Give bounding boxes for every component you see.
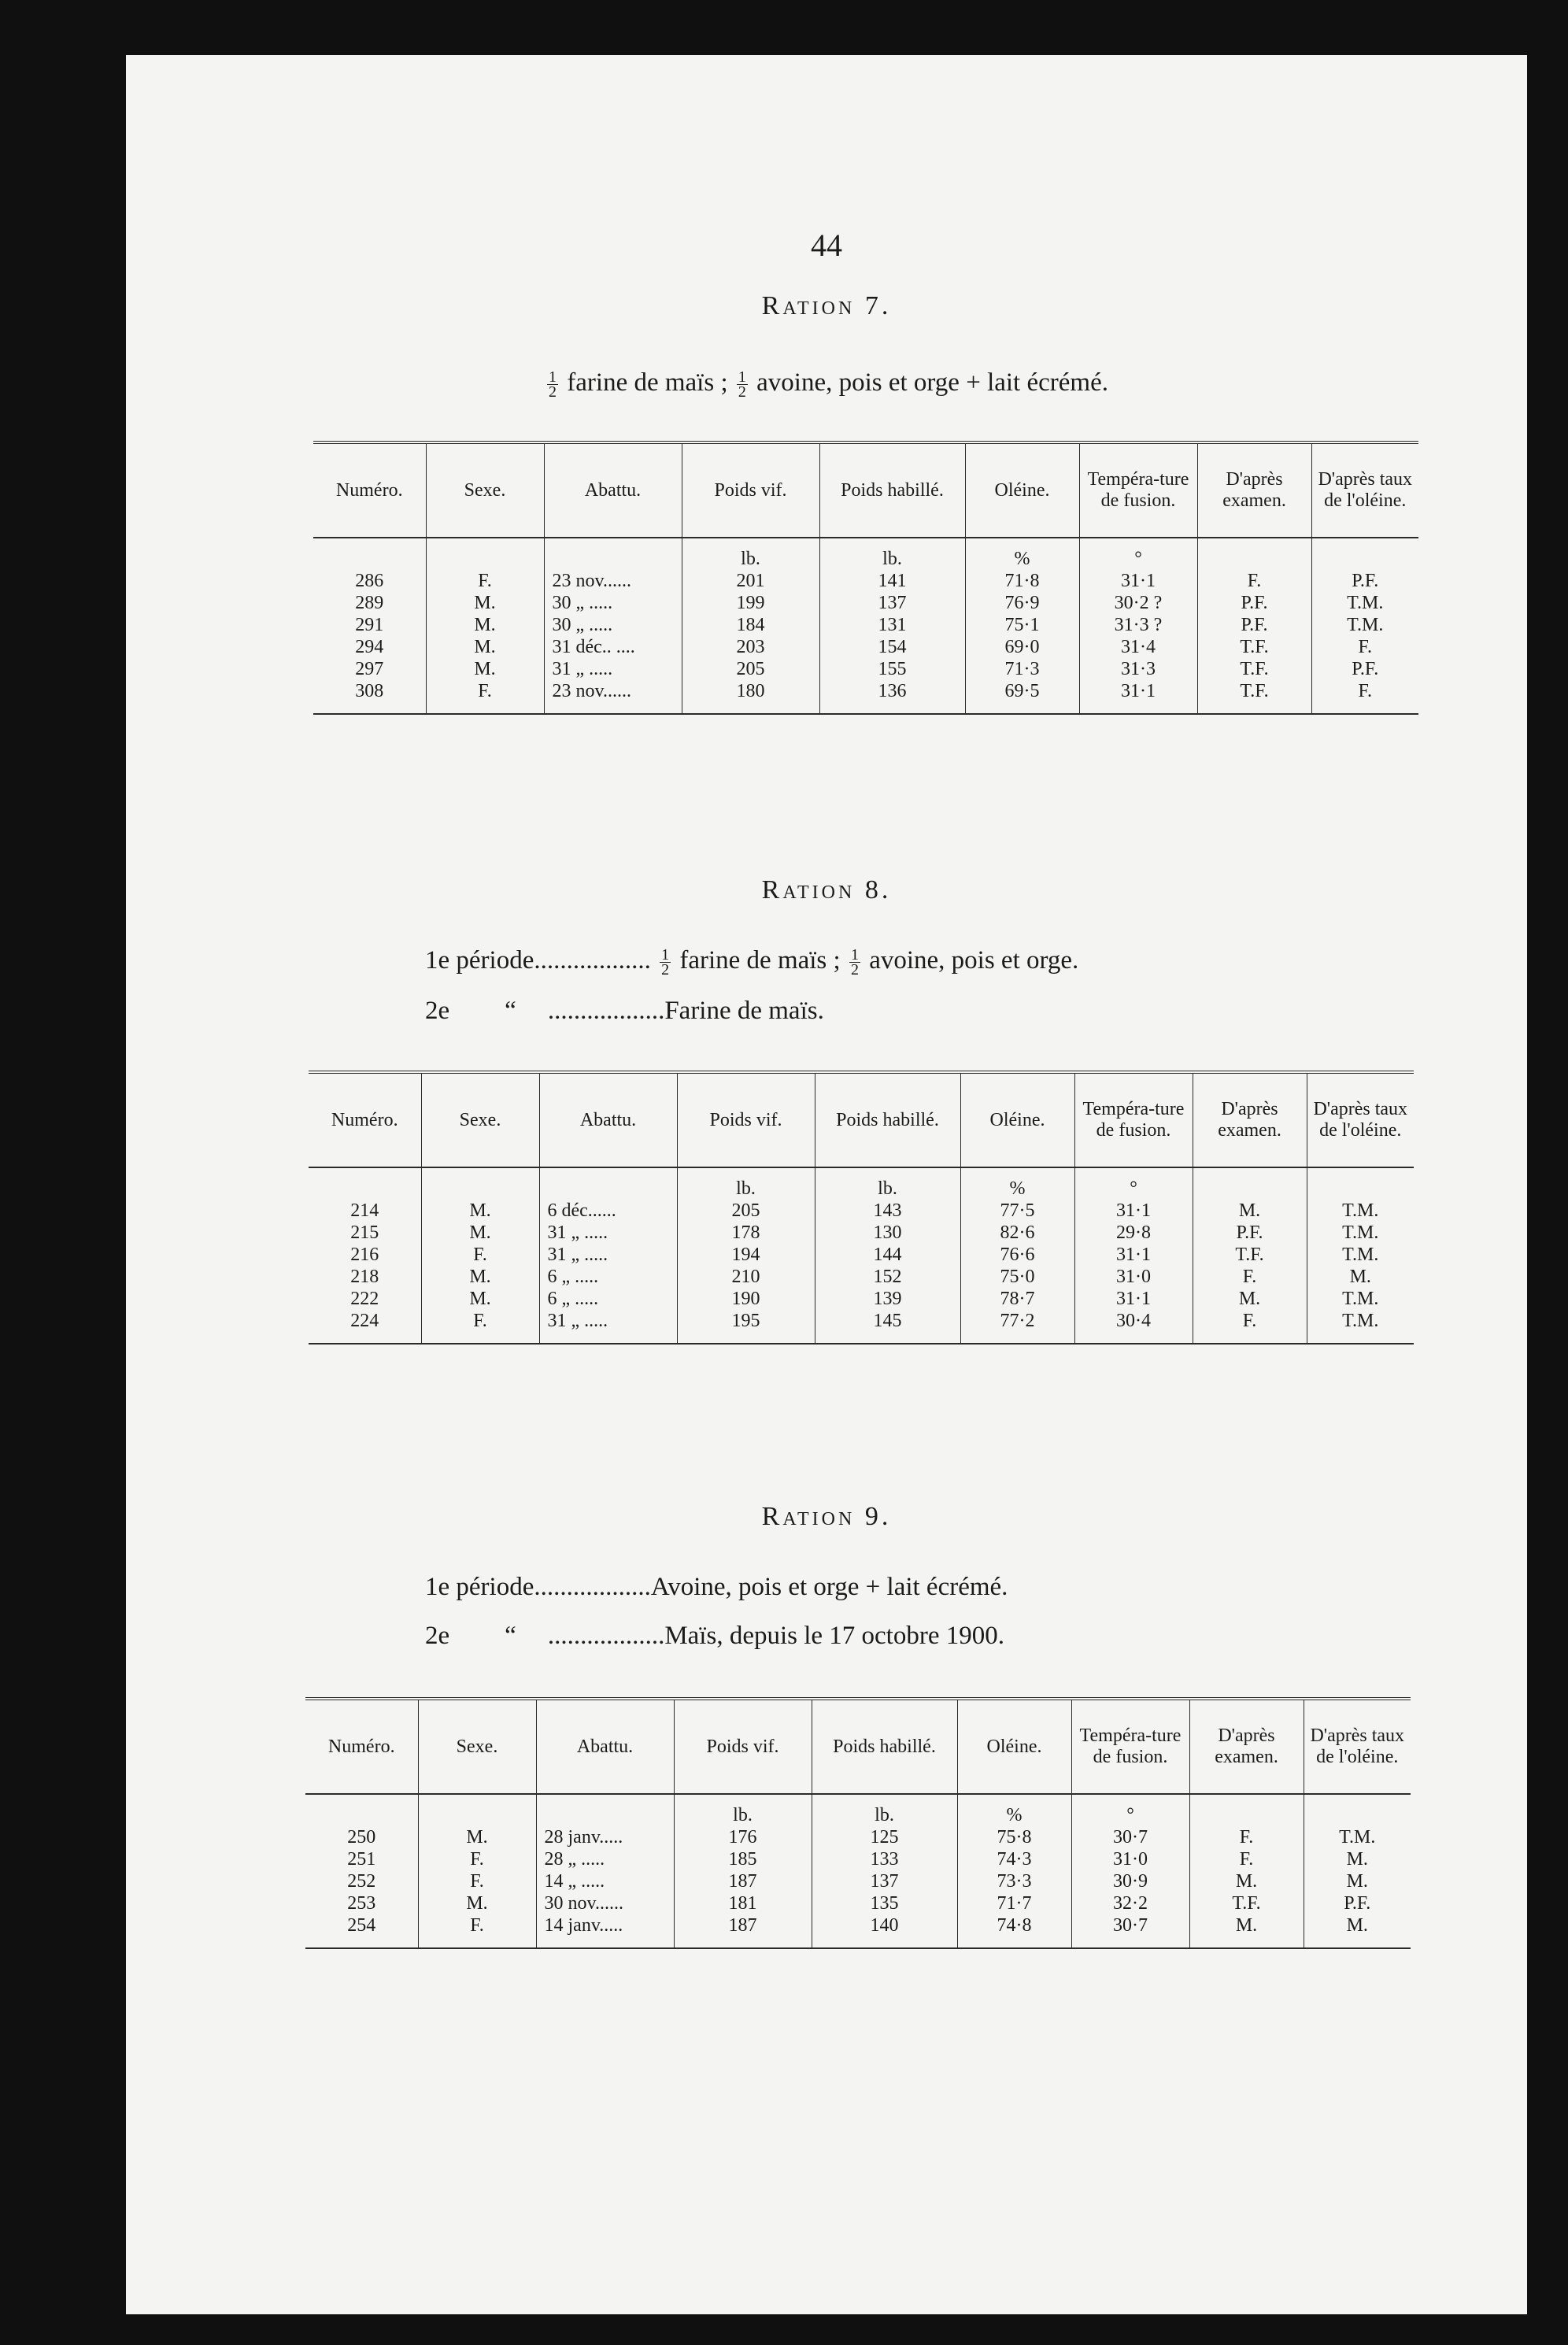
ration-7-table <box>313 441 1418 715</box>
header-examen: D'après examen. <box>1189 1699 1304 1794</box>
leader-dots: .................. <box>534 946 651 975</box>
caption-text-post: avoine, pois et orge + lait écrémé. <box>756 368 1108 397</box>
table-units-row: lb. lb. % ° <box>313 538 1418 570</box>
period-label: 2e <box>425 1622 450 1650</box>
header-numero: Numéro. <box>305 1699 418 1794</box>
fraction-half: $\frac{1}{2}$ <box>738 368 746 401</box>
header-examen: D'après examen. <box>1193 1072 1307 1167</box>
header-numero: Numéro. <box>309 1072 421 1167</box>
header-poids-habille: Poids habillé. <box>815 1072 960 1167</box>
table-row: 252 F. 14 „ ..... 187 137 73·3 30·9 M. M. <box>305 1870 1411 1892</box>
table-row: 218 M. 6 „ ..... 210 152 75·0 31·0 F. M. <box>309 1266 1414 1288</box>
table-row: 250 M. 28 janv..... 176 125 75·8 30·7 F. T.M. <box>305 1826 1411 1848</box>
ditto-mark: “ <box>505 997 516 1025</box>
leader-dots: .................. <box>534 1573 651 1601</box>
ration-7-title: Ration 7. <box>761 291 892 320</box>
period-label: 2e <box>425 997 450 1025</box>
period-text-pre: farine de maïs ; <box>679 946 841 975</box>
header-oleine: Oléine. <box>957 1699 1071 1794</box>
ration-8-period-1 <box>425 946 1078 977</box>
ration-7-caption <box>126 368 1527 399</box>
header-taux-oleine: D'après taux de l'oléine. <box>1304 1699 1411 1794</box>
table-units-row: lb. lb. % ° <box>309 1167 1414 1200</box>
period-text: Farine de maïs. <box>664 997 824 1025</box>
table-row: 254 F. 14 janv..... 187 140 74·8 30·7 M. M. <box>305 1914 1411 1948</box>
header-poids-vif: Poids vif. <box>677 1072 815 1167</box>
leader-dots: .................. <box>547 997 665 1025</box>
period-text: Avoine, pois et orge + lait écrémé. <box>650 1573 1008 1601</box>
period-label: 1e période <box>425 946 534 975</box>
fraction-half: $\frac{1}{2}$ <box>850 945 859 978</box>
header-temperature: Tempéra-ture de fusion. <box>1071 1699 1189 1794</box>
fraction-half: $\frac{1}{2}$ <box>661 945 670 978</box>
table-row: 286 F. 23 nov...... 201 141 71·8 31·1 F. P.F. <box>313 570 1418 592</box>
header-sexe: Sexe. <box>421 1072 539 1167</box>
header-oleine: Oléine. <box>960 1072 1074 1167</box>
ration-8-title: Ration 8. <box>761 875 892 904</box>
table-row: 253 M. 30 nov...... 181 135 71·7 32·2 T.F. P.F. <box>305 1892 1411 1914</box>
table-row: 294 M. 31 déc.. .... 203 154 69·0 31·4 T.F. F. <box>313 636 1418 658</box>
header-oleine: Oléine. <box>965 442 1079 538</box>
header-sexe: Sexe. <box>418 1699 536 1794</box>
table-row: 222 M. 6 „ ..... 190 139 78·7 31·1 M. T.M. <box>309 1288 1414 1310</box>
table-row: 308 F. 23 nov...... 180 136 69·5 31·1 T.F. F. <box>313 680 1418 714</box>
header-poids-habille: Poids habillé. <box>819 442 965 538</box>
fraction-half: $\frac{1}{2}$ <box>549 368 557 401</box>
header-abattu: Abattu. <box>536 1699 674 1794</box>
header-poids-habille: Poids habillé. <box>812 1699 957 1794</box>
table-row: 224 F. 31 „ ..... 195 145 77·2 30·4 F. T.M. <box>309 1310 1414 1344</box>
header-temperature: Tempéra-ture de fusion. <box>1074 1072 1193 1167</box>
ration-9-table <box>305 1697 1411 1949</box>
ration-8-table <box>309 1071 1414 1344</box>
header-poids-vif: Poids vif. <box>674 1699 812 1794</box>
caption-text-pre: farine de maïs ; <box>567 368 728 397</box>
table-header-row <box>313 442 1418 538</box>
header-taux-oleine: D'après taux de l'oléine. <box>1311 442 1418 538</box>
table-row: 215 M. 31 „ ..... 178 130 82·6 29·8 P.F. T.M. <box>309 1222 1414 1244</box>
ration-9-period-2 <box>425 1622 1004 1651</box>
table-row: 289 M. 30 „ ..... 199 137 76·9 30·2 ? P.F. T.M. <box>313 592 1418 614</box>
header-taux-oleine: D'après taux de l'oléine. <box>1307 1072 1414 1167</box>
table-header-row <box>309 1072 1414 1167</box>
ration-9-period-1 <box>425 1573 1008 1602</box>
page-number: 44 <box>811 227 842 263</box>
table-units-row: lb. lb. % ° <box>305 1794 1411 1826</box>
ration-8-period-2 <box>425 997 824 1026</box>
header-temperature: Tempéra-ture de fusion. <box>1079 442 1197 538</box>
header-sexe: Sexe. <box>426 442 544 538</box>
ration-9-title: Ration 9. <box>761 1502 892 1531</box>
header-abattu: Abattu. <box>544 442 682 538</box>
ditto-mark: “ <box>505 1622 516 1650</box>
period-label: 1e période <box>425 1573 534 1601</box>
table-row: 291 M. 30 „ ..... 184 131 75·1 31·3 ? P.F. T.M. <box>313 614 1418 636</box>
table-row: 297 M. 31 „ ..... 205 155 71·3 31·3 T.F. P.F. <box>313 658 1418 680</box>
header-numero: Numéro. <box>313 442 426 538</box>
leader-dots: .................. <box>547 1622 665 1650</box>
table-row: 214 M. 6 déc...... 205 143 77·5 31·1 M. T.M. <box>309 1200 1414 1222</box>
period-text-post: avoine, pois et orge. <box>869 946 1079 975</box>
header-abattu: Abattu. <box>539 1072 677 1167</box>
period-text: Maïs, depuis le 17 octobre 1900. <box>664 1622 1004 1650</box>
document-page <box>126 55 1527 2314</box>
table-row: 251 F. 28 „ ..... 185 133 74·3 31·0 F. M. <box>305 1848 1411 1870</box>
table-header-row <box>305 1699 1411 1794</box>
header-examen: D'après examen. <box>1197 442 1311 538</box>
header-poids-vif: Poids vif. <box>682 442 819 538</box>
table-row: 216 F. 31 „ ..... 194 144 76·6 31·1 T.F. T.M. <box>309 1244 1414 1266</box>
